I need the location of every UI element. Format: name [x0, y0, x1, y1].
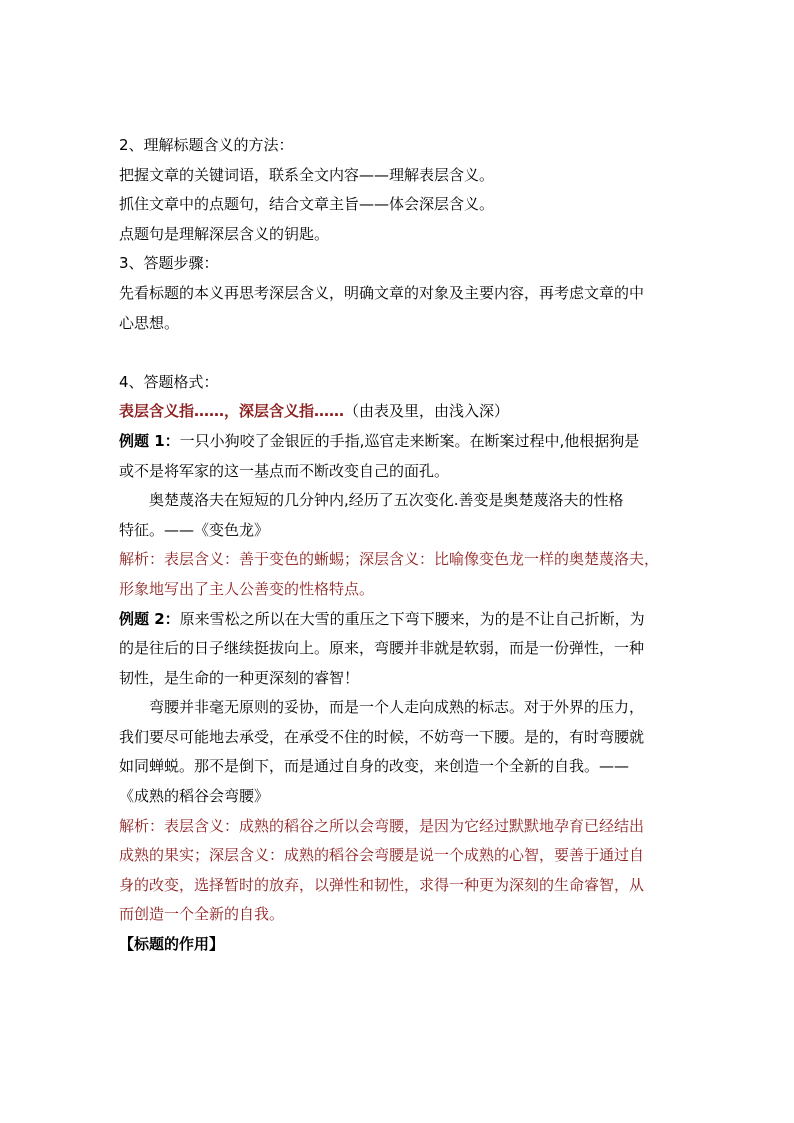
document-content [119, 131, 679, 960]
example-2-line-6: 如同蝉蜕。那不是倒下，而是通过自身的改变，来创造一个全新的自我。—— [119, 757, 630, 776]
example-2-label: 例题 2： [119, 609, 180, 628]
section-3-title: 3、答题步骤： [119, 254, 219, 273]
example-1-text-1: 一只小狗咬了金银匠的手指,巡官走来断案。在断案过程中,他根据狗是 [179, 431, 640, 450]
answer-format-note: （由表及里，由浅入深） [344, 402, 510, 421]
example-2-line-7: 《成熟的稻谷会弯腰》 [119, 787, 270, 806]
blank-line [119, 338, 679, 368]
example-2-analysis-2: 成熟的果实；深层含义：成熟的稻谷会弯腰是说一个成熟的心智，要善于通过自 [119, 846, 645, 865]
example-1-analysis-1: 解析：表层含义：善于变色的蜥蜴；深层含义：比喻像变色龙一样的奥楚蔑洛夫， [119, 550, 660, 569]
example-1-line-3: 奥楚蔑洛夫在短短的几分钟内,经历了五次变化.善变是奥楚蔑洛夫的性格 [149, 491, 624, 510]
example-2-text-1: 原来雪松之所以在大雪的重压之下弯下腰来，为的是不让自己折断，为 [179, 609, 645, 628]
example-2-line-3: 韧性，是生命的一种更深刻的睿智！ [119, 668, 360, 687]
section-3-line-1: 先看标题的本义再思考深层含义，明确文章的对象及主要内容，再考虑文章的中 [119, 283, 645, 302]
section-2-title: 2、理解标题含义的方法： [119, 136, 294, 154]
example-1-line-1 [119, 427, 679, 457]
answer-format-bold: 表层含义指……，深层含义指…… [119, 402, 345, 421]
next-section-heading: 【标题的作用】 [119, 935, 225, 954]
example-2-analysis-1: 解析：表层含义：成熟的稻谷之所以会弯腰，是因为它经过默默地孕育已经结出 [119, 816, 645, 835]
example-2-analysis-4: 而创造一个全新的自我。 [119, 905, 285, 924]
example-2-analysis-3: 身的改变，选择暂时的放弃，以弹性和韧性，求得一种更为深刻的生命睿智，从 [119, 875, 645, 894]
section-2-line-1: 把握文章的关键词语，联系全文内容——理解表层含义。 [119, 165, 495, 184]
example-2-line-5: 我们要尽可能地去承受，在承受不住的时候，不妨弯一下腰。是的，有时弯腰就 [119, 727, 645, 746]
example-1-line-2: 或不是将军家的这一基点而不断改变自己的面孔。 [119, 461, 450, 480]
section-3-line-2: 心思想。 [119, 313, 180, 332]
answer-format [119, 397, 679, 427]
example-2-line-2: 的是往后的日子继续挺拔向上。原来，弯腰并非就是软弱，而是一份弹性，一种 [119, 639, 645, 658]
example-1-line-4: 特征。——《变色龙》 [119, 520, 270, 539]
section-4-title: 4、答题格式： [119, 372, 219, 391]
section-2-line-3: 点题句是理解深层含义的钥匙。 [119, 224, 330, 243]
section-2-line-2: 抓住文章中的点题句，结合文章主旨——体会深层含义。 [119, 195, 495, 214]
example-1-label: 例题 1： [119, 431, 180, 450]
example-2-line-1 [119, 605, 679, 635]
example-2-line-4: 弯腰并非毫无原则的妥协，而是一个人走向成熟的标志。对于外界的压力， [149, 698, 645, 717]
example-1-analysis-2: 形象地写出了主人公善变的性格特点。 [119, 579, 375, 598]
